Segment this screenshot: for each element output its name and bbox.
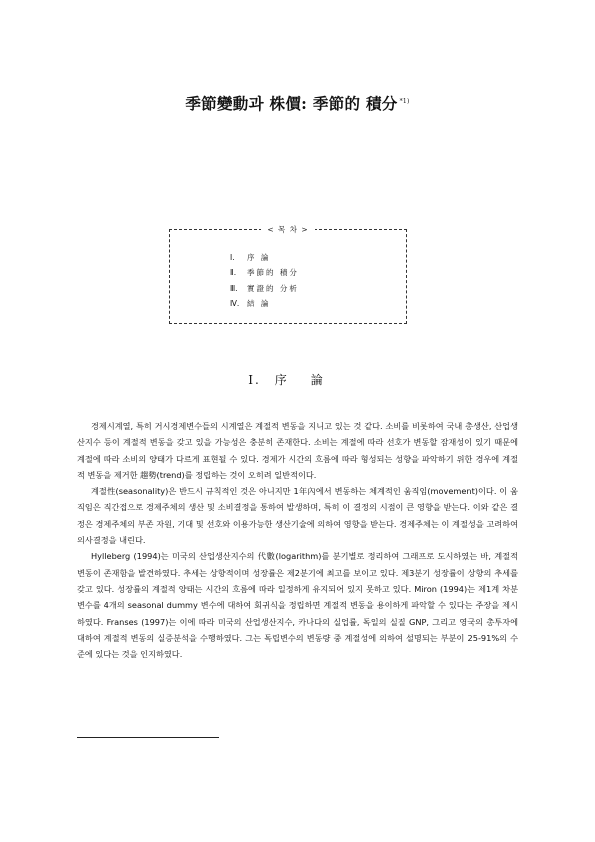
toc-item xyxy=(230,250,299,265)
toc-item-number: Ⅱ. xyxy=(230,268,237,278)
toc-item-number: Ⅰ. xyxy=(230,253,235,262)
table-of-contents xyxy=(169,225,407,324)
toc-item-number: Ⅲ. xyxy=(230,283,238,293)
toc-item-label: 序 論 xyxy=(247,253,271,262)
body-text xyxy=(77,418,518,662)
toc-item xyxy=(230,281,299,296)
toc-header xyxy=(170,224,406,235)
footnote-divider xyxy=(77,737,219,738)
title-footnote-mark: *1) xyxy=(399,97,410,105)
section-label: 序論 xyxy=(274,373,347,387)
paragraph: 경제시계열, 특히 거시경제변수들의 시계열은 계절적 변동을 지니고 있는 것 같다. 소비를 비롯하여 국내 총생산, 산업생산지수 등이 계절적 변동을 갖고 있을 가능성은 충분히 존재한다. 소비는 계절에 따라 선호가 변동할 잠재성이 있기 때문에 계절에 따라 소비의 양태가 다르게 표현될 수 있다. 경제가 시간의 흐름에 따라 형성되는 성향을 파악하기 위한 경우에 계절적 변동을 제거한 趨勢(trend)를 정립하는 것이 오히려 일반적이다. xyxy=(77,421,518,480)
toc-item-label: 結 論 xyxy=(247,298,271,308)
paper-title-text: 季節變動과 株價: 季節的 積分 xyxy=(185,94,398,113)
toc-list xyxy=(230,250,299,311)
toc-item xyxy=(230,296,299,311)
toc-item-number: Ⅳ. xyxy=(230,298,240,308)
toc-header-label: < 목 차 > xyxy=(261,225,314,234)
paragraph: Hylleberg (1994)는 미국의 산업생산지수의 代數(logarithm)를 분기별로 정리하여 그래프로 도시하였는 바, 계절적 변동이 존재함을 발견하였다. 추세는 상향적이며 성장률은 제2분기에 최고를 보이고 있다. 제3분기 성장률이 상향의 추세를 갖고 있다. 성장률의 계절적 양태는 시간의 흐름에 따라 일정하게 유지되어 있지 못하고 있다. Miron (1994)는 제1계 차분변수를 4개의 seasonal dummy 변수에 대하여 회귀식을 정립하면 계절적 변동을 용이하게 파악할 수 있다는 주장을 제시하였다. Franses (1997)는 이에 따라 미국의 산업생산지수, 카나다의 실업률, 독일의 실질 GNP, 그리고 영국의 총투자에 대하여 계절적 변동의 실증분석을 수행하였다. 그는 독립변수의 변동량 중 계절성에 의하여 설명되는 부분이 25-91%의 수준에 있다는 것을 인지하였다. xyxy=(77,551,518,660)
paper-title xyxy=(0,92,595,114)
toc-item xyxy=(230,265,299,280)
toc-item-label: 季節的 積分 xyxy=(247,268,299,278)
section-heading xyxy=(0,371,595,388)
paragraph: 계절性(seasonality)은 반드시 규칙적인 것은 아니지만 1年內에서 변동하는 체계적인 움직임(movement)이다. 이 움직임은 직간접으로 경제주체의 생산 및 소비결정을 통하여 발생하며, 특히 이 결정의 시점이 큰 영향을 받는다. 이와 같은 결정은 경제주체의 부존 자원, 기대 및 선호와 이용가능한 생산기술에 의하여 영향을 받는다. 경제주체는 이 계절성을 고려하여 의사결정을 내린다. xyxy=(77,486,518,546)
toc-item-label: 實證的 分析 xyxy=(247,283,299,293)
section-number: Ⅰ. xyxy=(248,373,261,387)
